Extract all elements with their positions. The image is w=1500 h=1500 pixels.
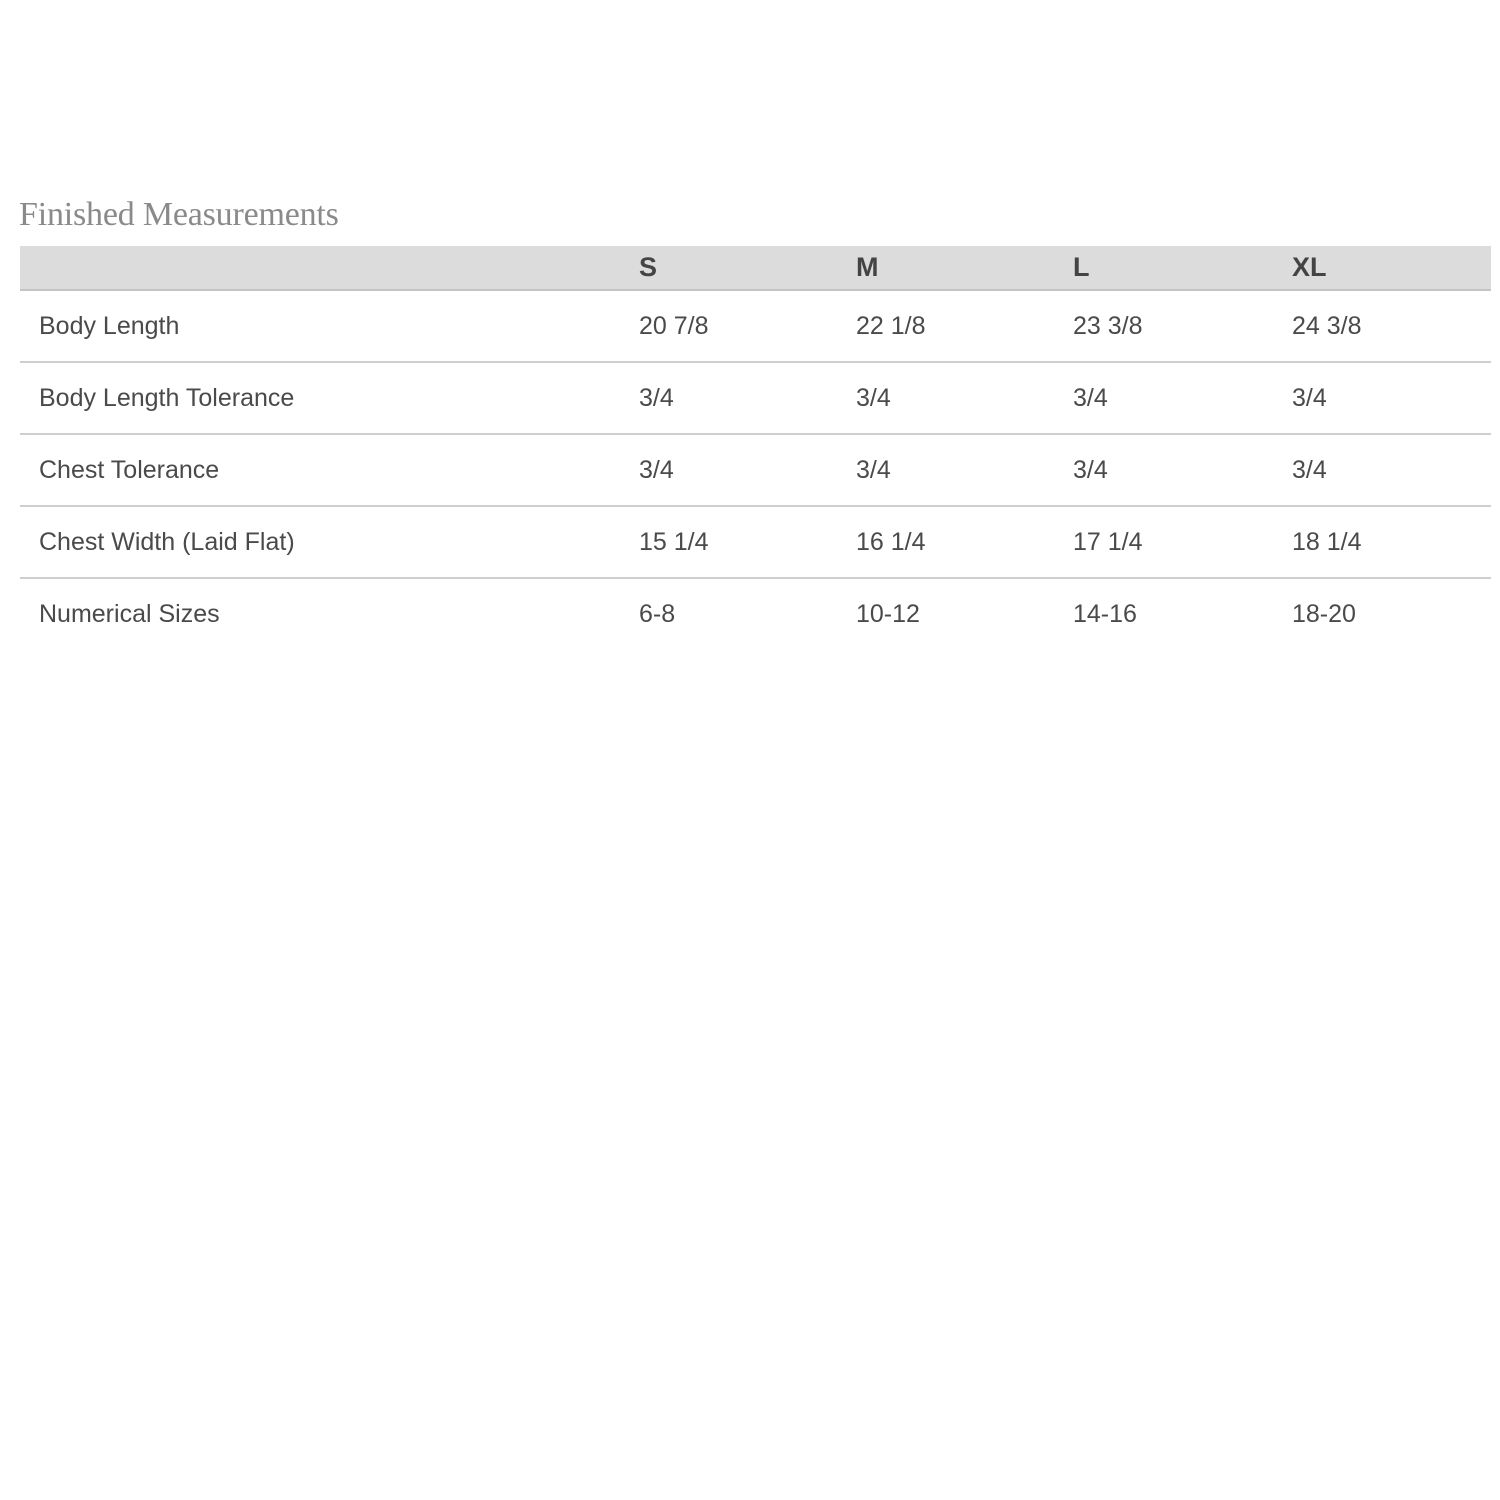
table-cell: 3/4: [856, 434, 1073, 506]
table-cell: 23 3/8: [1073, 290, 1292, 362]
table-cell: 3/4: [639, 434, 856, 506]
row-label: Body Length: [20, 290, 639, 362]
table-row: [20, 506, 1491, 578]
table-cell: 14-16: [1073, 600, 1137, 628]
measurements-table: [20, 246, 1491, 649]
table-cell: 3/4: [1292, 434, 1491, 506]
page-title: Finished Measurements: [19, 196, 339, 233]
row-label: Chest Width (Laid Flat): [20, 506, 639, 578]
table-cell: 18 1/4: [1292, 506, 1491, 578]
header-size-xl: XL: [1292, 246, 1491, 290]
table-row: [20, 362, 1491, 434]
table-cell: 18-20: [1292, 600, 1356, 628]
table-cell: 3/4: [1292, 362, 1491, 434]
row-label: Body Length Tolerance: [20, 362, 639, 434]
row-label: Numerical Sizes: [39, 600, 220, 628]
table-cell: 3/4: [639, 362, 856, 434]
table-cell: 16 1/4: [856, 506, 1073, 578]
header-size-s: S: [639, 246, 856, 290]
table-cell: 3/4: [856, 362, 1073, 434]
table-row: [20, 290, 1491, 362]
table-row: [20, 434, 1491, 506]
table-cell: 20 7/8: [639, 290, 856, 362]
header-row: [20, 246, 1491, 290]
header-size-m: M: [856, 246, 1073, 290]
header-label-column: [20, 246, 639, 290]
table-cell: 17 1/4: [1073, 506, 1292, 578]
table-header: [20, 246, 1491, 290]
table-body: [20, 290, 1491, 649]
table-row: [20, 578, 1491, 649]
table-cell: 10-12: [856, 600, 920, 628]
table-cell: 6-8: [639, 600, 676, 628]
table-cell: 22 1/8: [856, 290, 1073, 362]
table-cell: 24 3/8: [1292, 290, 1491, 362]
header-size-l: L: [1073, 246, 1292, 290]
table-cell: 15 1/4: [639, 506, 856, 578]
table-cell: 3/4: [1073, 434, 1292, 506]
row-label: Chest Tolerance: [20, 434, 639, 506]
table-cell: 3/4: [1073, 362, 1292, 434]
